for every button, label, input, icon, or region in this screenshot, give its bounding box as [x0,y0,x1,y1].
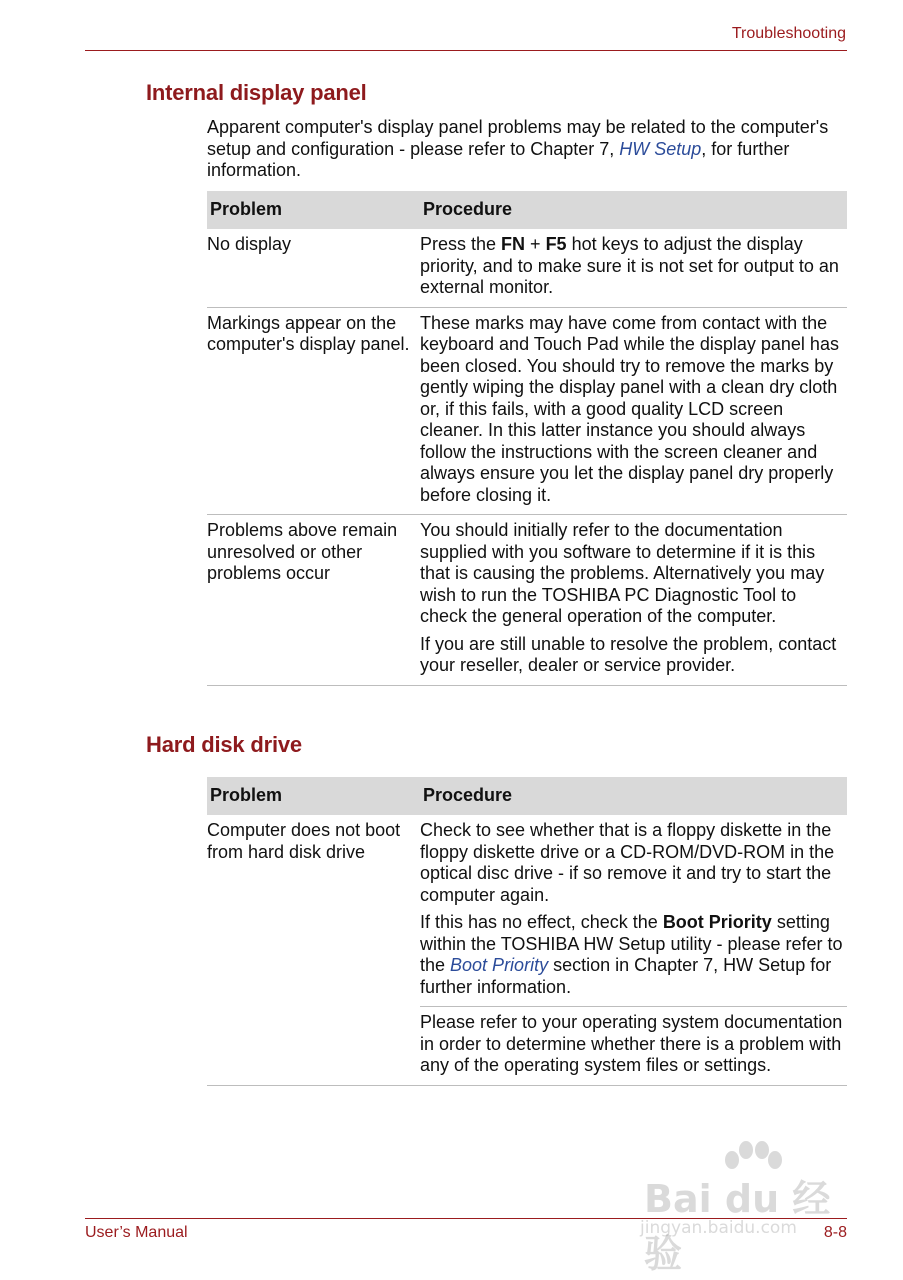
watermark-url: jingyan.baidu.com [640,1218,797,1238]
running-header: Troubleshooting [731,25,846,42]
procedure-cell: These marks may have come from contact with the keyboard and Touch Pad while the display panel has been closed. You should try to remove the marks by gently wiping the display panel with a clean dry cloth or, if this fails, with a good quality LCD screen cleaner. In this latter instance you should always follow the instructions with the screen cleaner and always ensure you let the display panel dry properly before closing it. [420,307,847,515]
procedure-cell: Please refer to your operating system documentation in order to determine whether there is a problem with any of the operating system files or settings. [420,1007,847,1086]
boot-priority-link[interactable]: Boot Priority [450,955,549,975]
intro-paragraph: Apparent computer's display panel problems may be related to the computer's setup and configuration - please refer to Chapter 7, HW Setup, for further information. [207,117,829,180]
watermark-brand: Bai du 经验 [644,1177,831,1276]
procedure-cell: Press the FN + F5 hot keys to adjust the display priority, and to make sure it is not set for output to an external monitor. [420,229,847,307]
table-header-row [207,777,847,815]
table-row [207,307,847,515]
problem-cell: No display [207,229,420,307]
procedure-cell: Check to see whether that is a floppy diskette in the floppy diskette drive or a CD-ROM/DVD-ROM in the optical disc drive - if so remove it and try to start the computer again. If this has no effect, check the Boot Priority setting within the TOSHIBA HW Setup utility - please refer to the Boot Priority section in Chapter 7, HW Setup for further information. [420,815,847,1007]
hw-setup-link[interactable]: HW Setup [619,138,702,159]
section-title-display-panel: Internal display panel [146,80,367,105]
procedure-cell: You should initially refer to the documentation supplied with you software to determine if it is this that is causing the problems. Alternatively you may wish to run the TOSHIBA PC Diagnostic Tool to check the general operation of the computer. If you are still unable to resolve the problem, contact your reseller, dealer or service provider. [420,515,847,686]
col-header-problem: Problem [207,191,420,229]
problem-cell: Markings appear on the computer's display panel. [207,307,420,515]
problem-cell: Problems above remain unresolved or other problems occur [207,515,420,686]
footer-manual-title: User’s Manual [85,1224,188,1241]
problem-cell: Computer does not boot from hard disk drive [207,815,420,1085]
page-number: 8-8 [823,1224,847,1241]
table-header-row [207,191,847,229]
col-header-problem: Problem [207,777,420,815]
table-row [207,815,847,1007]
col-header-procedure: Procedure [420,191,847,229]
table-row [207,515,847,686]
section-title-hard-disk: Hard disk drive [146,732,302,757]
header-rule [85,50,847,51]
table-row [207,229,847,307]
display-panel-table [207,191,847,686]
col-header-procedure: Procedure [420,777,847,815]
watermark [640,1140,850,1276]
hard-disk-table [207,777,847,1086]
